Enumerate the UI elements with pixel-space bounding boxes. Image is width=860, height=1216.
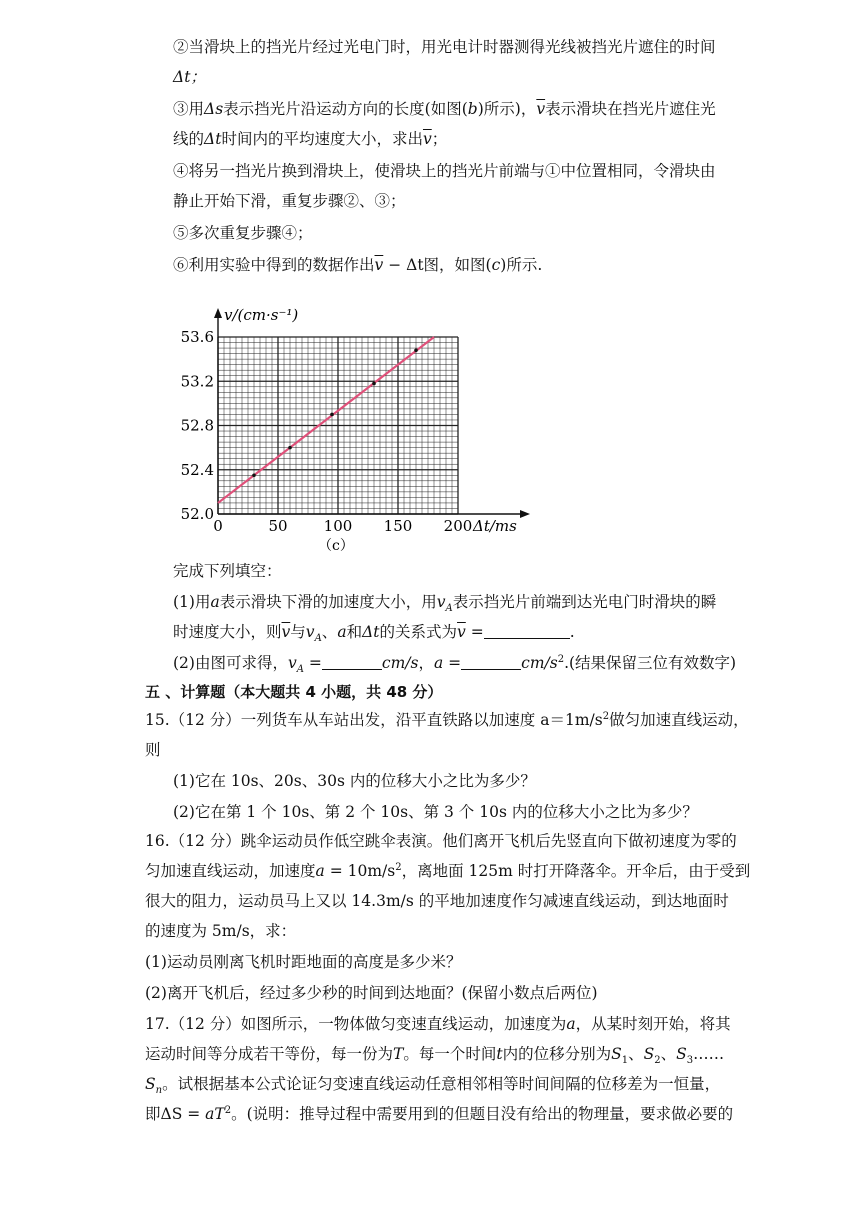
fill-q1-line-2: 时速度大小，则$\overline{v}$与$v_A$、a和Δt的关系式为$\overline{v}$ = . — [173, 623, 575, 645]
step-2-line-1: ②当滑块上的挡光片经过光电门时，用光电计时器测得光线被挡光片遮住的时间 — [173, 38, 716, 56]
x-tick-label: 200 — [443, 517, 473, 535]
q16-part-1: (1)运动员刚离飞机时距地面的高度是多少米？ — [145, 953, 462, 971]
data-point — [372, 382, 376, 386]
fill-title: 完成下列填空： — [173, 562, 282, 580]
section-title: 五 、计算题（本大题共 4 小题，共 48 分） — [145, 683, 443, 701]
q15-part-1: (1)它在 10s、20s、30s 内的位移大小之比为多少？ — [173, 772, 536, 790]
q16-line-2: 匀加速直线运动，加速度$a = 10m/s^2$，离地面 125m 时打开降落伞。开伞后，由于受到 — [145, 861, 751, 880]
data-point — [252, 473, 256, 477]
y-axis-arrow — [214, 308, 222, 318]
answer-blank-va[interactable] — [322, 653, 382, 670]
v-dt-graph — [168, 300, 548, 560]
x-tick-label: 150 — [383, 517, 413, 535]
step-3-line-2: 线的Δt时间内的平均速度大小，求出$\overline{v}$； — [173, 130, 448, 148]
y-tick-label: 53.2 — [180, 372, 214, 391]
y-tick-label: 52.0 — [180, 505, 214, 523]
data-point — [330, 413, 334, 417]
x-tick-label: 100 — [323, 517, 353, 535]
data-point — [414, 348, 418, 352]
y-axis-label: v/(cm·s⁻¹) — [224, 306, 299, 324]
fill-q2: (2)由图可求得，$v_A = cm/s$，$a = cm/s^2$.(结果保留三位有效数字) — [173, 653, 737, 676]
graph-grid — [218, 337, 458, 514]
x-tick-label: 0 — [213, 517, 223, 535]
q15-line-1: 15.（12 分）一列货车从车站出发，沿平直铁路以加速度 $a=1m/s^2$做匀加速直线运动， — [145, 710, 749, 729]
step-4-line-1: ④将另一挡光片换到滑块上，使滑块上的挡光片前端与①中位置相同，令滑块由 — [173, 162, 716, 180]
answer-blank-1[interactable] — [484, 622, 570, 639]
q15-line-2: 则 — [145, 741, 161, 759]
x-tick-label: 50 — [268, 517, 288, 535]
q16-part-2: (2)离开飞机后，经过多少秒的时间到达地面？(保留小数点后两位) — [145, 984, 598, 1002]
y-tick-label: 52.8 — [180, 416, 214, 435]
q16-line-3: 很大的阻力，运动员马上又以 14.3m/s 的平地加速度作匀减速直线运动，到达地面时 — [145, 892, 729, 910]
q15-part-2: (2)它在第 1 个 10s、第 2 个 10s、第 3 个 10s 内的位移大小之比为多少？ — [173, 803, 698, 821]
data-point — [288, 446, 292, 450]
x-axis-arrow — [520, 510, 530, 518]
fill-q1-line-1: (1)用a表示滑块下滑的加速度大小，用$v_A$表示挡光片前端到达光电门时滑块的瞬 — [173, 593, 717, 615]
answer-blank-a[interactable] — [461, 653, 521, 670]
step-6: ⑥利用实验中得到的数据作出$\overline{v} - \Delta t$图，如图(c)所示. — [173, 256, 543, 274]
q17-line-2: 运动时间等分成若干等份，每一份为T。每一个时间t内的位移分别为$S_1$、$S_2$、$S_3\dots\dots$ — [145, 1045, 725, 1067]
q16-line-4: 的速度为 5m/s，求： — [145, 922, 297, 940]
x-axis-label: Δt/ms — [473, 517, 517, 535]
q17-line-3: $S_n$。试根据基本公式论证匀变速直线运动任意相邻相等时间间隔的位移差为一恒量， — [145, 1075, 721, 1097]
step-4-line-2: 静止开始下滑，重复步骤②、③； — [173, 192, 406, 210]
step-2-line-2: Δt； — [173, 68, 206, 86]
step-3-line-1: ③用Δs表示挡光片沿运动方向的长度(如图(b)所示)，$\overline{v}$表示滑块在挡光片遮住光 — [173, 100, 716, 118]
q17-line-4: 即$\Delta S = aT^2$。(说明：推导过程中需要用到的但题目没有给出的物理量，要求做必要的 — [145, 1104, 734, 1123]
q16-line-1: 16.（12 分）跳伞运动员作低空跳伞表演。他们离开飞机后先竖直向下做初速度为零的 — [145, 832, 737, 850]
step-5: ⑤多次重复步骤④； — [173, 224, 313, 242]
y-tick-label: 52.4 — [180, 460, 214, 479]
graph-caption: （c） — [318, 538, 354, 554]
y-tick-label: 53.6 — [180, 328, 214, 346]
q17-line-1: 17.（12 分）如图所示，一物体做匀变速直线运动，加速度为a，从某时刻开始，将其 — [145, 1015, 731, 1033]
